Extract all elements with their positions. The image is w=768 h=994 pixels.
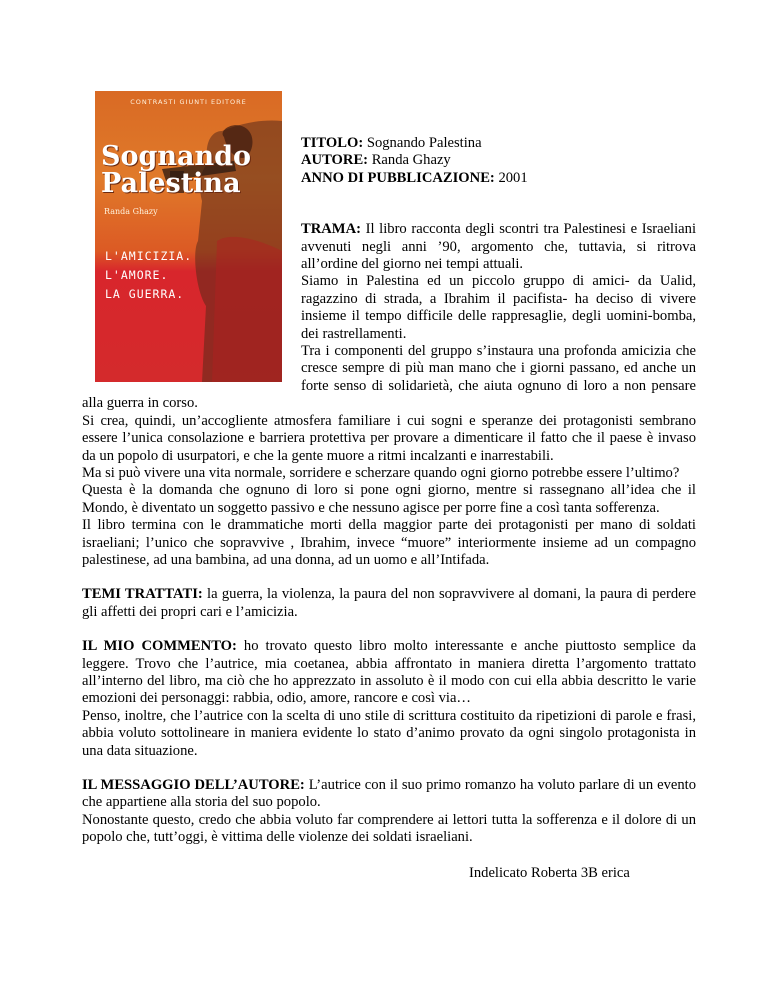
title-value: Sognando Palestina [363,135,482,151]
comment-text: ho trovato questo libro molto interessante e anche piuttosto semplice da leggere. Trovo che l’autrice, mia coetanea, abbia affrontato in maniera diretta l’argomento trattato all’interno del libro, ma ciò che ho apprezzato in assoluto è il modo con cui ella abbia descritto le varie emozioni dei personaggi: rabbia, odio, amore, rancore e così via… [82,638,696,707]
cover-tagline-line: LA GUERRA. [105,287,185,301]
plot-paragraph: Ma si può vivere una vita normale, sorridere e scherzare quando ogni giorno potrebbe essere l’ultimo? [82,464,680,481]
plot-paragraph: Si crea, quindi, un’accogliente atmosfera familiare i cui sogni e speranze dei protagonisti sembrano essere l’unica consolazione e barriera protettiva per provare a dimenticare il fatto che il paese è invaso da un popolo di usurpatori, e che la gente muore a ritmi incalzanti e inarrestabili. [82,412,696,464]
child-soldier-illustration [162,91,282,382]
cover-tagline [105,247,215,304]
plot-paragraph: Tra i componenti del gruppo s’instaura una profonda amicizia che cresce sempre di più man mano che i giorni passano, ed anche un forte senso di solidarietà, che aiuta ognuno di loro a non pensare alla guerra in corso. [82,343,696,412]
plot-text: Il libro racconta degli scontri tra Palestinesi e Israeliani avvenuti negli anni ’90, argomento che, tuttavia, si ritrova all’ordine del giorno nei tempi attuali. [301,221,696,273]
cover-author: Randa Ghazy [104,207,158,216]
plot-paragraph: Il libro termina con le drammatiche morti della maggior parte dei protagonisti per mano di soldati israeliani; l’unico che sopravvive , Ibrahim, invece “muore” interiormente insieme ad un compagno palestinese, ad una bambina, ad una donna, ad un uomo e all’Intifada. [82,517,696,568]
comment-paragraph [82,638,696,708]
cover-title-line1: Sognando [101,141,252,172]
year-value: 2001 [494,169,528,186]
cover-title-line2: Palestina [101,168,241,199]
themes-paragraph [82,586,696,621]
plot-paragraph: Siamo in Palestina ed un piccolo gruppo di amici- da Ualid, ragazzino di strada, a Ibrahim il pacifista- ha deciso di vivere insieme il tempo difficile delle rappresaglie, degli uomini-bomba, dei rastrellamenti. [301,273,696,342]
themes-label: TEMI TRATTATI: [82,586,203,603]
author-label: AUTORE: [301,152,369,169]
message-label: IL MESSAGGIO DELL’AUTORE: [82,777,305,793]
comment-paragraph: Penso, inoltre, che l’autrice con la scelta di uno stile di scrittura costituito da ripetizioni di parole e frasi, abbia voluto sottolineare in maniera evidente lo stato d’animo provato da ogni singolo protagonista in una data situazione. [82,707,696,759]
plot-paragraph: Questa è la domanda che ognuno di loro si pone ogni giorno, mentre si rassegnano all’idea che il Mondo, è diventato un soggetto passivo e che nessuno agisce per porre fine a così tanta sofferenza. [82,482,696,516]
title-label: TITOLO: [301,135,364,151]
document-page [82,88,696,882]
message-paragraph [82,777,696,812]
message-paragraph: Nonostante questo, credo che abbia voluto far comprendere ai lettori tutta la sofferenza e il dolore di un popolo che, tutt’oggi, è vittima delle violenze dei soldati israeliani. [82,811,696,846]
themes-text: la guerra, la violenza, la paura del non sopravvivere al domani, la paura di perdere gli affetti dei propri cari e l’amicizia. [82,586,696,620]
author-value: Randa Ghazy [368,152,451,169]
cover-title [101,141,252,199]
cover-publisher: CONTRASTI GIUNTI EDITORE [130,98,247,106]
year-label: ANNO DI PUBBLICAZIONE: [301,169,495,186]
message-text: L’autrice con il suo primo romanzo ha voluto parlare di un evento che appartiene alla storia del suo popolo. [82,777,696,811]
themes-section [82,586,696,621]
comment-label: IL MIO COMMENTO: [82,638,237,655]
cover-tagline-line: L'AMORE. [105,268,169,282]
cover-tagline-line: L'AMICIZIA. [105,249,193,263]
comment-section [82,638,696,760]
signature: Indelicato Roberta 3B erica [469,864,630,881]
plot-label: TRAMA: [301,221,361,238]
author-message-section [82,777,696,847]
book-cover-image [95,91,282,382]
